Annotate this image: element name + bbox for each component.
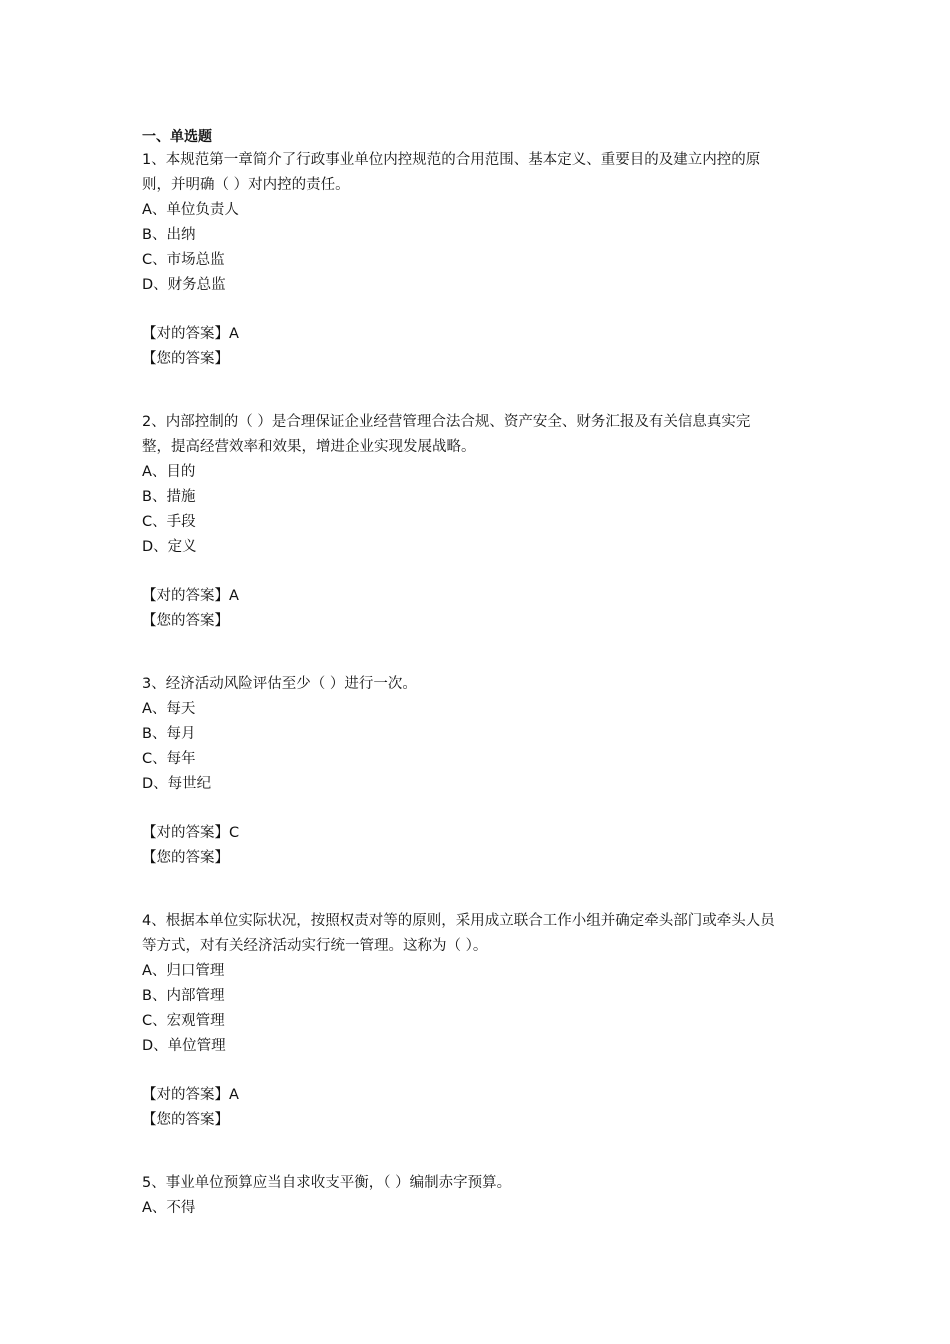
correct-answer: 【对的答案】A [142,1087,239,1103]
question-4 [142,909,822,1133]
question-stem-line: 整，提高经营效率和效果，增进企业实现发展战略。 [142,439,476,455]
option-b: B、措施 [142,489,196,505]
spacer [142,298,822,322]
option-c: C、市场总监 [142,252,225,268]
spacer [142,560,822,584]
question-stem-line: 2、内部控制的（ ）是合理保证企业经营管理合法合规、资产安全、财务汇报及有关信息真实完 [142,414,751,430]
option-a: A、单位负责人 [142,202,239,218]
correct-answer: 【对的答案】C [142,825,240,841]
option-a: A、归口管理 [142,963,225,979]
your-answer: 【您的答案】 [142,1112,229,1128]
your-answer: 【您的答案】 [142,850,229,866]
correct-answer: 【对的答案】A [142,326,239,342]
option-d: D、每世纪 [142,776,212,792]
question-stem-line: 5、事业单位预算应当自求收支平衡，（ ）编制赤字预算。 [142,1175,512,1191]
correct-answer: 【对的答案】A [142,588,239,604]
option-b: B、内部管理 [142,988,225,1004]
question-gap [142,871,822,909]
option-a: A、每天 [142,701,196,717]
question-stem-line: 等方式，对有关经济活动实行统一管理。这称为（ ）。 [142,938,488,954]
question-gap [142,634,822,672]
question-stem-line: 4、根据本单位实际状况，按照权责对等的原则，采用成立联合工作小组并确定牵头部门或牵头人员 [142,913,775,929]
option-b: B、每月 [142,726,196,742]
option-d: D、财务总监 [142,277,226,293]
option-a: A、目的 [142,464,196,480]
question-stem-line: 1、本规范第一章简介了行政事业单位内控规范的合用范围、基本定义、重要目的及建立内控的原 [142,152,761,168]
your-answer: 【您的答案】 [142,613,229,629]
question-2 [142,410,822,634]
option-d: D、定义 [142,539,197,555]
option-c: C、手段 [142,514,196,530]
your-answer: 【您的答案】 [142,351,229,367]
question-1 [142,148,822,372]
option-b: B、出纳 [142,227,196,243]
exam-document [142,126,822,1221]
option-d: D、单位管理 [142,1038,226,1054]
option-c: C、每年 [142,751,196,767]
question-gap [142,1133,822,1171]
question-gap [142,372,822,410]
spacer [142,797,822,821]
spacer [142,1059,822,1083]
question-5 [142,1171,822,1221]
section-title: 一、单选题 [142,129,212,145]
option-a: A、不得 [142,1200,196,1216]
option-c: C、宏观管理 [142,1013,225,1029]
question-3 [142,672,822,871]
question-stem-line: 则，并明确（ ）对内控的责任。 [142,177,350,193]
question-stem-line: 3、经济活动风险评估至少（ ）进行一次。 [142,676,417,692]
